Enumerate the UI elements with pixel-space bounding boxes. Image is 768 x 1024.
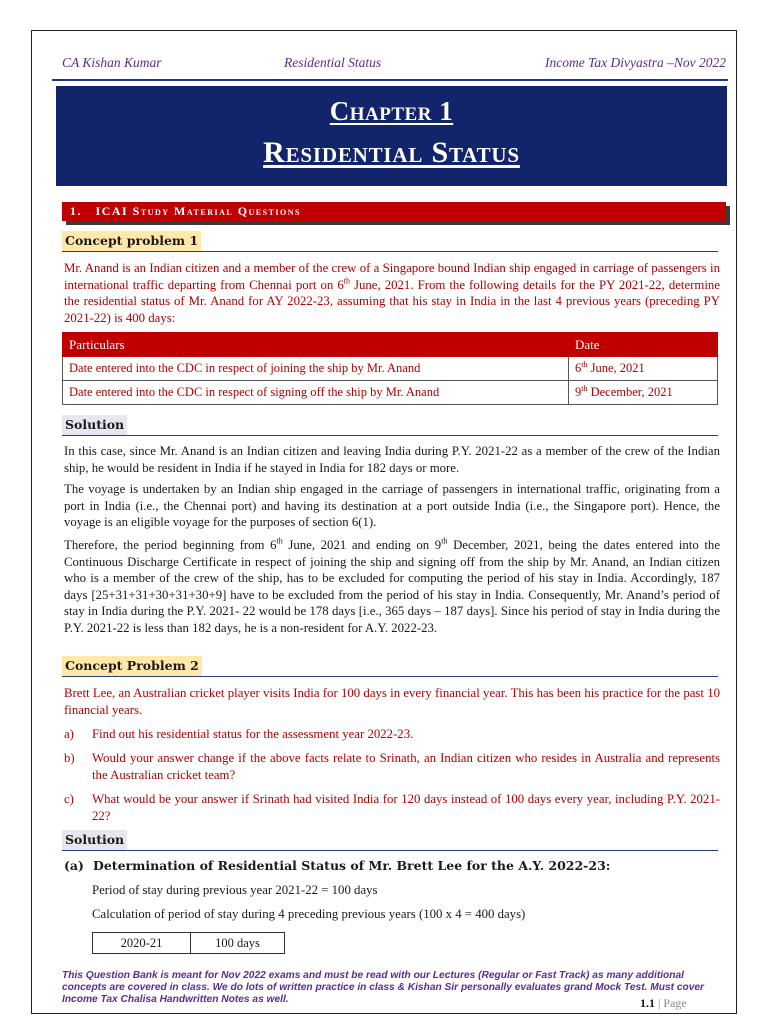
list-marker: b): [64, 751, 75, 765]
problem1-solution-p2: The voyage is undertaken by an Indian ship engaged in the carriage of passengers in international traffic, originating from a port in India (i.e., the Chennai port) and having its destination at a port outside India (i.e., the Singapore port). Hence, the voyage is an eligible voyage for the purposes of section 6(1).: [64, 482, 720, 529]
table-cell-particular: Date entered into the CDC in respect of signing off the ship by Mr. Anand: [63, 381, 569, 405]
year-cell: 2020-21: [93, 933, 191, 954]
section-number: 1.: [70, 204, 82, 218]
section-heading: [62, 202, 726, 221]
year-days-table: [92, 932, 285, 954]
list-text: Would your answer change if the above facts relate to Srinath, an Indian citizen who resides in Australia and represents the Australian cricket team?: [92, 751, 720, 782]
footer-note: This Question Bank is meant for Nov 2022 exams and must be read with our Lectures (Regular or Fast Track) as many additional concepts are covered in class. We do lots of written practice in class & Kishan Sir personally evaluates grand Mock Test. Must cover Income Tax Chalisa Handwritten Notes as well.: [62, 970, 705, 1005]
list-text: What would be your answer if Srinath had visited India for 120 days instead of 100 days every year, including P.Y. 2021-22?: [92, 792, 720, 823]
problem2-heading-rule: [62, 676, 718, 677]
list-marker: c): [64, 792, 74, 806]
stay-current-year: Period of stay during previous year 2021-22 = 100 days: [92, 883, 378, 897]
days-cell: 100 days: [191, 933, 285, 954]
chapter-name: Residential Status: [263, 136, 520, 169]
problem1-solution-heading: Solution: [62, 415, 127, 435]
problem2-solution-rule: [62, 850, 718, 851]
chapter-number: Chapter 1: [329, 96, 454, 126]
table-header-row: [63, 333, 718, 357]
problem2-solution-heading: Solution: [62, 830, 127, 850]
list-text: Find out his residential status for the assessment year 2022-23.: [92, 727, 414, 741]
table-row: [63, 357, 718, 381]
problem1-solution-p3: Therefore, the period beginning from 6th June, 2021 and ending on 9th December, 2021, being the dates entered into the Continuous Discharge Certificate in respect of joining the ship and signing off from the ship by Mr. Anand, an Indian citizen who is a member of the crew of the ship, has to be excluded for computing the period of his stay in India. Accordingly, 187 days [25+31+31+30+31+30+9] have to be excluded from the period of his stay in India. Consequently, Mr. Anand’s period of stay in India during the P.Y. 2021- 22 would be 178 days [i.e., 365 days – 187 days]. Since his period of stay in India during the P.Y. 2021-22 is less than 182 days, he is a non-resident for A.Y. 2022-23.: [64, 536, 721, 635]
section-label: ICAI Study Material Questions: [95, 204, 301, 218]
part-a-marker: (a): [64, 858, 84, 873]
stay-preceding-years: Calculation of period of stay during 4 preceding previous years (100 x 4 = 400 days): [92, 907, 526, 921]
problem1-heading: Concept problem 1: [62, 231, 201, 251]
table-cell-particular: Date entered into the CDC in respect of joining the ship by Mr. Anand: [63, 357, 569, 381]
problem1-table: [62, 332, 718, 405]
table-cell-date: 6th June, 2021: [569, 357, 718, 381]
problem1-solution-rule: [62, 435, 718, 436]
part-a-title: Determination of Residential Status of Mr. Brett Lee for the A.Y. 2022-23:: [93, 858, 611, 873]
table-row: [63, 381, 718, 405]
page-number: 1.1 | Page: [640, 996, 687, 1010]
table-header-particulars: Particulars: [63, 333, 569, 357]
list-marker: a): [64, 727, 74, 741]
header-topic: Residential Status: [284, 55, 382, 70]
problem2-intro: Brett Lee, an Australian cricket player visits India for 100 days in every financial year. This has been his practice for the past 10 financial years.: [64, 686, 720, 717]
page-header: [62, 55, 726, 75]
problem2-heading: Concept Problem 2: [62, 656, 202, 676]
table-cell-date: 9th December, 2021: [569, 381, 718, 405]
problem1-solution-p1: In this case, since Mr. Anand is an Indian citizen and leaving India during P.Y. 2021-22 as a member of the crew of the Indian ship, he would be resident in India if he stayed in India for 182 days or more.: [64, 444, 720, 475]
problem1-heading-rule: [62, 251, 718, 252]
table-row: [93, 933, 285, 954]
header-divider: [52, 79, 728, 81]
problem1-intro: Mr. Anand is an Indian citizen and a member of the crew of a Singapore bound Indian ship engaged in carriage of passengers in international traffic departing from Chennai port on 6th June, 2021. From the following details for the PY 2021-22, determine the residential status of Mr. Anand for AY 2022-23, assuming that his stay in India in the last 4 previous years (preceding PY 2021-22) is 400 days:: [64, 261, 720, 325]
chapter-title-banner: [56, 86, 727, 186]
header-author: CA Kishan Kumar: [62, 55, 162, 70]
table-header-date: Date: [569, 333, 718, 357]
header-book: Income Tax Divyastra –Nov 2022: [545, 55, 726, 70]
